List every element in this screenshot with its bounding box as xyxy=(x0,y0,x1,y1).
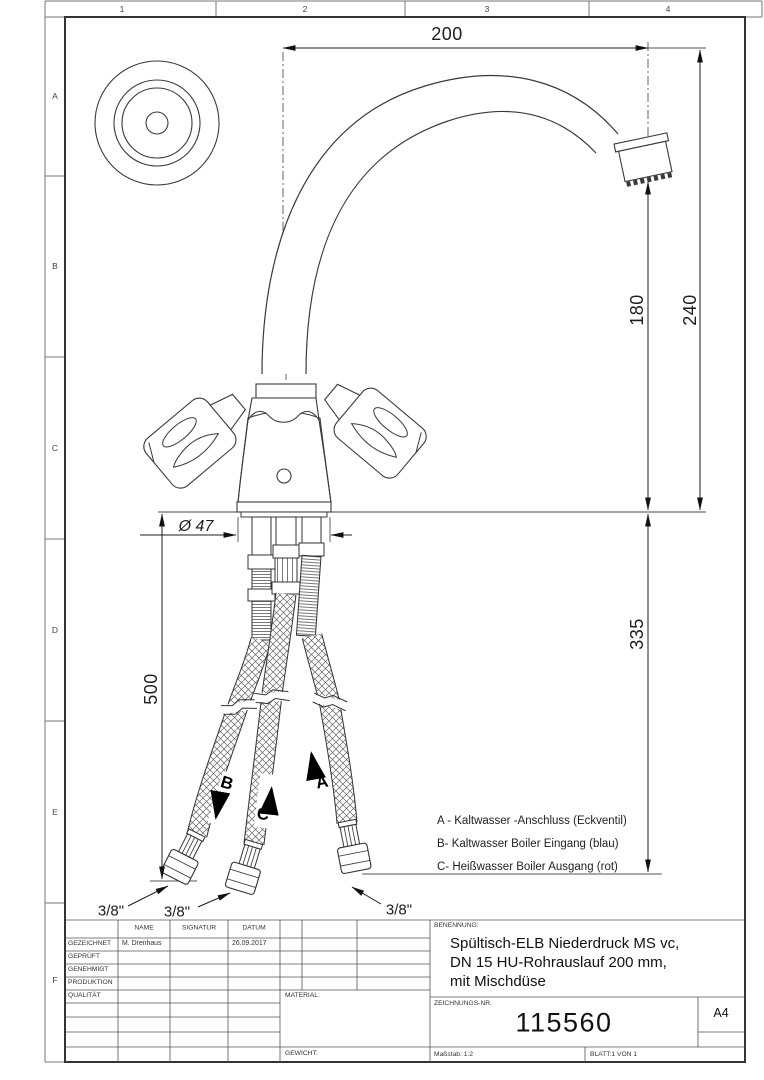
hose-label-b: B xyxy=(218,772,236,794)
spout-nut xyxy=(256,384,316,398)
tb-blatt: BLATT:1 VON 1 xyxy=(590,1051,638,1058)
ruler-row-e: E xyxy=(52,806,58,817)
tb-benennung-label: BENENNUNG: xyxy=(434,922,479,929)
aerator xyxy=(614,133,676,185)
legend-line-b: B- Kaltwasser Boiler Eingang (blau) xyxy=(437,838,619,850)
tb-gewicht-label: GEWICHT: xyxy=(285,1050,318,1057)
hose-label-c: C xyxy=(255,803,271,825)
faucet-front-view xyxy=(139,76,675,896)
dim-outlet-height: 180 xyxy=(627,294,647,326)
ruler-col-3: 3 xyxy=(484,3,490,14)
tb-row-gezeichnet: GEZEICHNET xyxy=(68,940,112,947)
hose-label-a: A xyxy=(314,771,330,793)
legend-line-c: C- Heißwasser Boiler Ausgang (rot) xyxy=(437,861,618,873)
dim-base-diameter: Ø 47 xyxy=(178,518,214,535)
fitting-a xyxy=(332,818,371,874)
faucet-body xyxy=(238,412,331,504)
base-flange xyxy=(237,502,331,512)
tb-material-label: MATERIAL: xyxy=(285,992,320,999)
top-view-flange xyxy=(95,61,219,185)
tb-col-name: NAME xyxy=(134,924,154,932)
spout-fill xyxy=(262,76,618,374)
ruler-col-4: 4 xyxy=(665,3,671,14)
legend-line-a: A - Kaltwasser -Anschluss (Eckventil) xyxy=(437,815,627,827)
ruler-row-a: A xyxy=(52,90,58,101)
ruler-col-1: 1 xyxy=(119,3,125,14)
tb-massstab: Maßstab: 1:2 xyxy=(434,1051,474,1058)
part-title-line1: Spültisch-ELB Niederdruck MS vc, xyxy=(450,935,680,952)
handle-right xyxy=(311,368,431,482)
dim-spout-reach: 200 xyxy=(431,24,463,44)
tb-row-genehmigt: GENEHMIGT xyxy=(68,966,109,973)
dim-total-height: 240 xyxy=(680,294,700,326)
body-screw xyxy=(277,469,291,483)
dim-thread-mid: 3/8" xyxy=(163,903,191,921)
tb-row-qualitaet: QUALITÄT xyxy=(68,992,101,999)
ruler-row-f: F xyxy=(52,974,58,985)
ruler-col-2: 2 xyxy=(302,3,308,14)
drawing-number: 115560 xyxy=(515,1007,613,1038)
tb-row-geprueft: GEPRÜFT xyxy=(68,953,100,960)
dim-under-length: 335 xyxy=(627,618,647,650)
part-title-line3: mit Mischdüse xyxy=(450,973,546,990)
dim-thread-right: 3/8" xyxy=(385,901,413,919)
tb-col-datum: DATUM xyxy=(242,924,266,932)
part-title-line2: DN 15 HU-Rohrauslauf 200 mm, xyxy=(450,954,667,971)
dim-thread-left: 3/8" xyxy=(97,902,125,920)
tb-gezeichnet-datum: 26.09.2017 xyxy=(232,940,267,947)
tb-col-signatur: SIGNATUR xyxy=(181,924,217,932)
tb-zeichnungsnr-label: ZEICHNUNGS-NR. xyxy=(434,1000,492,1007)
ruler-row-c: C xyxy=(51,442,59,453)
ruler-row-d: D xyxy=(51,624,59,635)
tb-gezeichnet-name: M. Drenhaus xyxy=(122,940,162,947)
fitting-c xyxy=(225,838,269,896)
ruler-row-b: B xyxy=(52,260,58,271)
dim-hose-length: 500 xyxy=(141,673,161,705)
sheet-format: A4 xyxy=(713,1005,729,1020)
tb-row-produktion: PRODUKTION xyxy=(68,979,113,986)
